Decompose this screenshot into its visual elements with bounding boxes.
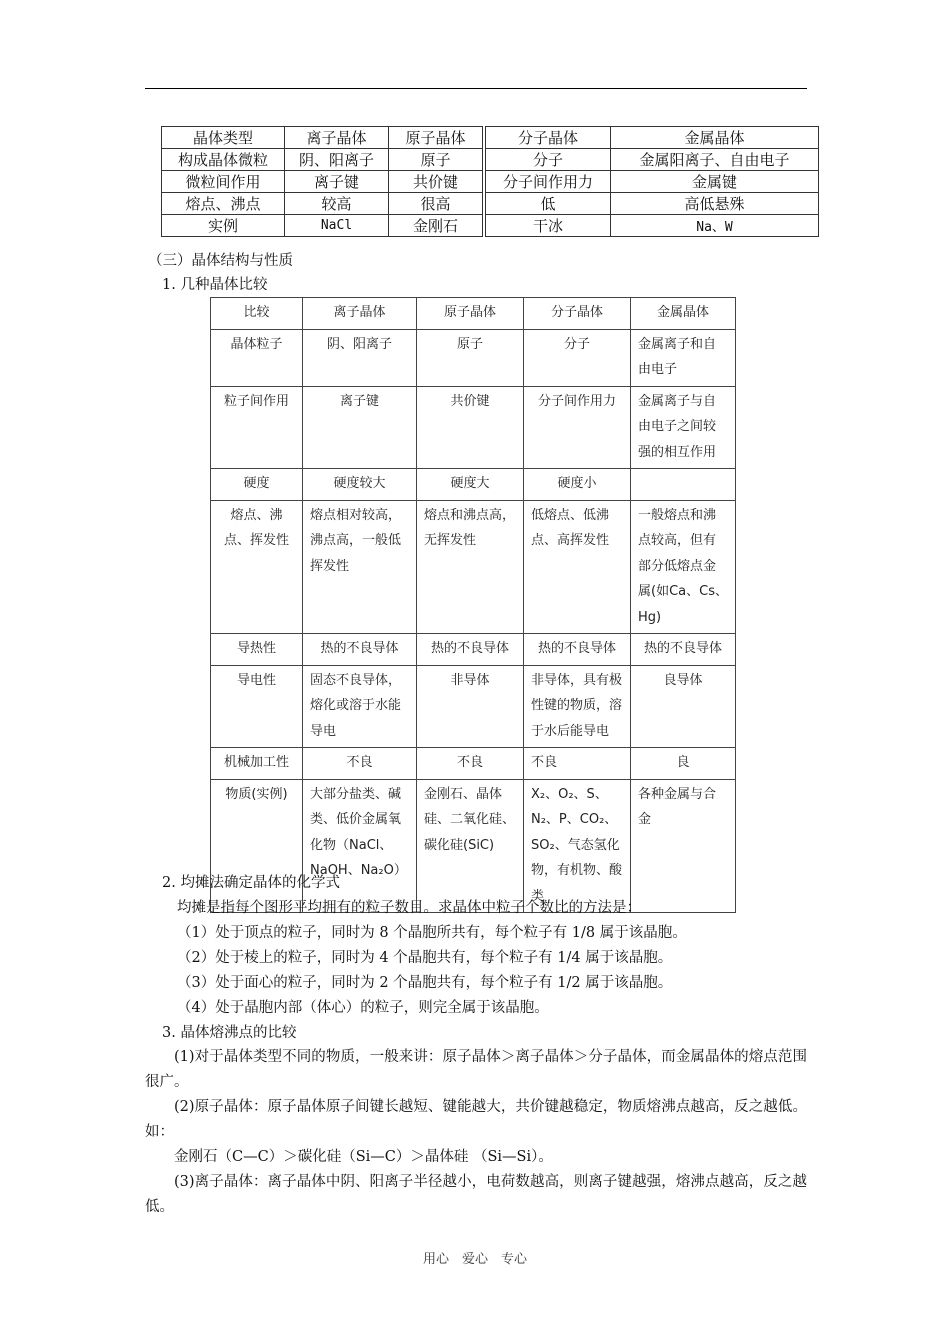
table-cell [631,469,736,501]
table-cell: 微粒间作用 [162,171,285,193]
table-row [162,171,819,193]
paragraph-line: （2）处于棱上的粒子，同时为 4 个晶胞共有，每个粒子有 1/4 属于该晶胞。 [177,950,673,966]
table-cell: 热的不良导体 [303,634,417,666]
table-cell: 共价键 [389,171,483,193]
table-cell: 硬度较大 [303,469,417,501]
table-cell: 不良 [417,748,524,780]
table-cell: 高低悬殊 [611,193,819,215]
table-cell: 原子 [389,149,483,171]
table-cell: 较高 [285,193,389,215]
table-cell: Na、W [611,215,819,237]
table-cell: 良导体 [631,665,736,748]
table-cell: 晶体粒子 [211,329,303,386]
table-cell: 离子键 [285,171,389,193]
table-cell: 非导体 [417,665,524,748]
paragraph: 金刚石（C—C）＞碳化硅（Si—C）＞晶体硅 （Si—Si）。 [174,1149,553,1165]
table-cell: 构成晶体微粒 [162,149,285,171]
table-header-cell: 原子晶体 [417,298,524,330]
table-cell: 导电性 [211,665,303,748]
table-cell: 很高 [389,193,483,215]
table-row [162,127,819,149]
table-cell: 热的不良导体 [631,634,736,666]
table-cell: 大部分盐类、碱类、低价金属氧化物（NaCl、NaOH、Na₂O） [303,779,417,913]
table-cell: 阴、阳离子 [303,329,417,386]
page-footer: 用心 爱心 专心 [422,1252,527,1267]
table-row [211,386,736,469]
table-cell: 金属阳离子、自由电子 [611,149,819,171]
table-cell: 各种金属与合金 [631,779,736,913]
table-header-cell: 比较 [211,298,303,330]
paragraph: (2)原子晶体：原子晶体原子间键长越短、键能越大，共价键越稳定，物质熔沸点越高，反之越低。如： [145,1099,807,1140]
table-header-cell: 金属晶体 [631,298,736,330]
table-row [211,748,736,780]
table-cell: 不良 [524,748,631,780]
crystal-comparison-table [210,297,736,913]
table-cell: 离子晶体 [285,127,389,149]
paragraph: (1)对于晶体类型不同的物质，一般来讲：原子晶体＞离子晶体＞分子晶体，而金属晶体的熔点范围很广。 [145,1049,807,1090]
table-cell: 分子 [524,329,631,386]
table-cell: 低熔点、低沸点、高挥发性 [524,500,631,634]
table-cell: 离子键 [303,386,417,469]
table-cell: 阴、阳离子 [285,149,389,171]
table-cell: 物质(实例) [211,779,303,913]
table-cell: X₂、O₂、S、N₂、P、CO₂、SO₂、气态氢化物，有机物、酸类 [524,779,631,913]
table-cell: 不良 [303,748,417,780]
paragraph: (3)离子晶体：离子晶体中阴、阳离子半径越小，电荷数越高，则离子键越强，熔沸点越高，反之越低。 [145,1174,807,1215]
table-cell: 导热性 [211,634,303,666]
table-header-row [211,298,736,330]
header-rule [145,88,807,89]
table-cell: 共价键 [417,386,524,469]
table-cell: 原子晶体 [389,127,483,149]
table-cell: 硬度小 [524,469,631,501]
subsection-title: 1. 几种晶体比较 [162,277,268,293]
table-row [211,469,736,501]
table-cell: 干冰 [486,215,611,237]
table-cell: 分子间作用力 [486,171,611,193]
table-cell: 固态不良导体，熔化或溶于水能导电 [303,665,417,748]
table-cell: 金属离子和自由电子 [631,329,736,386]
section-title: （三）晶体结构与性质 [148,253,293,269]
table-cell: 金属键 [611,171,819,193]
table-cell: 晶体类型 [162,127,285,149]
table-row [211,665,736,748]
table-cell: 一般熔点和沸点较高，但有部分低熔点金属(如Ca、Cs、Hg) [631,500,736,634]
table-cell: 熔点、沸点、挥发性 [211,500,303,634]
table-cell: 硬度大 [417,469,524,501]
table-cell: 硬度 [211,469,303,501]
paragraph-line: （3）处于面心的粒子，同时为 2 个晶胞共有，每个粒子有 1/2 属于该晶胞。 [177,975,673,991]
table-header-cell: 离子晶体 [303,298,417,330]
table-cell: 分子晶体 [486,127,611,149]
paragraph-line: （4）处于晶胞内部（体心）的粒子，则完全属于该晶胞。 [177,1000,549,1016]
table-cell: 金刚石、晶体硅、二氧化硅、碳化硅(SiC) [417,779,524,913]
crystal-summary-table [161,126,819,237]
table-row [211,329,736,386]
table-row [162,215,819,237]
table-cell: 原子 [417,329,524,386]
table-cell: 实例 [162,215,285,237]
subsection-title: 2. 均摊法确定晶体的化学式 [162,875,340,891]
table-cell: 低 [486,193,611,215]
table-row [162,149,819,171]
table-cell: 粒子间作用 [211,386,303,469]
table-cell: 金属晶体 [611,127,819,149]
table-header-cell: 分子晶体 [524,298,631,330]
table-row [211,634,736,666]
table-row [211,500,736,634]
table-cell: 分子间作用力 [524,386,631,469]
paragraph-line: （1）处于顶点的粒子，同时为 8 个晶胞所共有，每个粒子有 1/8 属于该晶胞。 [177,925,687,941]
paragraph-line: 均摊是指每个图形平均拥有的粒子数目。求晶体中粒子个数比的方法是： [177,900,641,916]
table-cell: 非导体，具有极性键的物质，溶于水后能导电 [524,665,631,748]
table-cell: 金刚石 [389,215,483,237]
table-cell: 金属离子与自由电子之间较强的相互作用 [631,386,736,469]
table-cell: 熔点、沸点 [162,193,285,215]
table-cell: 热的不良导体 [524,634,631,666]
subsection-title: 3. 晶体熔沸点的比较 [162,1025,297,1041]
table-cell: 熔点和沸点高，无挥发性 [417,500,524,634]
table-row [162,193,819,215]
table-cell: 机械加工性 [211,748,303,780]
table-cell: NaCl [285,215,389,237]
table-cell: 熔点相对较高，沸点高，一般低挥发性 [303,500,417,634]
table-cell: 热的不良导体 [417,634,524,666]
table-cell: 良 [631,748,736,780]
table-cell: 分子 [486,149,611,171]
